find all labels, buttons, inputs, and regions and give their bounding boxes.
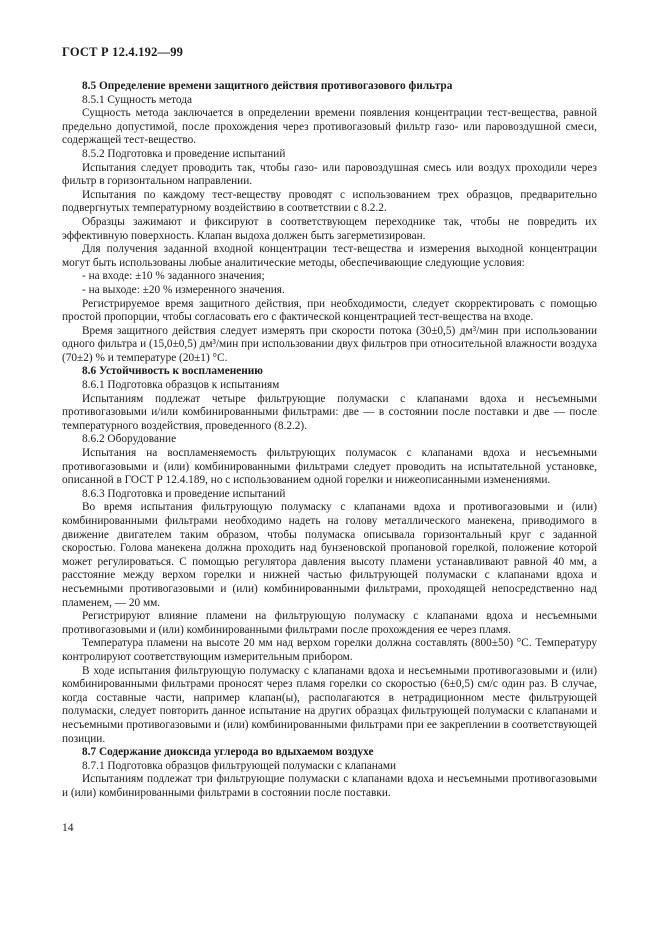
paragraph: Испытания по каждому тест-веществу проводят с использованием трех образцов, предварительно подвергнутых температурному воздействию в соответствии с 8.2.2. bbox=[62, 188, 597, 215]
paragraph: Сущность метода заключается в определении времени появления концентрации тест-вещества, равной предельно допустимой, после прохождения через противогазовый фильтр газо- или паровоздушной смеси, содержащей тест-вещество. bbox=[62, 107, 597, 147]
paragraph: Время защитного действия следует измерять при скорости потока (30±0,5) дм³/мин при использовании одного фильтра и (15,0±0,5) дм³/мин при использовании двух фильтров при относительной влажности воздуха (70±2) % и температуре (20±1) °С. bbox=[62, 324, 597, 364]
paragraph: Испытаниям подлежат три фильтрующие полумаски с клапанами вдоха и несъемными противогазовыми и (или) комбинированными фильтрами в состоянии после поставки. bbox=[62, 773, 597, 799]
paragraph: Образцы зажимают и фиксируют в соответствующем переходнике так, чтобы не повредить их эффективную поверхность. Клапан выдоха должен быть загерметизирован. bbox=[62, 215, 597, 242]
paragraph: Для получения заданной входной концентрации тест-вещества и измерения выходной концентрации могут быть использованы любые аналитические методы, обеспечивающие следующие условия: bbox=[62, 243, 597, 269]
subsection-heading-8-6-3: 8.6.3 Подготовка и проведение испытаний bbox=[82, 487, 286, 500]
section-heading-8-7: 8.7 Содержание диоксида углерода во вдыхаемом воздухе bbox=[82, 746, 374, 759]
subsection-heading-8-6-1: 8.6.1 Подготовка образцов к испытаниям bbox=[82, 379, 280, 392]
paragraph: В ходе испытания фильтрующую полумаску с клапанами вдоха и несъемными противогазовыми и (или) комбинированными фильтрами проносят через пламя горелки со скоростью (6±0,5) см/с один раз. В случае, когда составные части, например клапан(ы), располагаются в нетрадиционном месте фильтрующей полумаски, следует повторить данное испытание на других образцах фильтрующей полумаски с клапанами и несъемными противогазовыми и (или) комбинированными фильтрами при ее закреплении в соответствующей позиции. bbox=[62, 664, 597, 745]
paragraph: Во время испытания фильтрующую полумаску с клапанами вдоха и противогазовыми и (или) комбинированными фильтрами необходимо надеть на голову металлического манекена, приводимого в движение двигателем таким образом, чтобы полумаска описывала горизонтальный круг с заданной скоростью. Голова манекена должна проходить над бунзеновской пропановой горелкой, положение которой может регулироваться. С помощью регулятора давления высоту пламени устанавливают равной 40 мм, а расстояние между верхом горелки и нижней частью фильтрующей полумаски с клапанами вдоха и несъемными противогазовыми и (или) комбинированными фильтрами, проходящей непосредственно над пламенем, — 20 мм. bbox=[62, 501, 597, 609]
subsection-heading-8-6-2: 8.6.2 Оборудование bbox=[82, 433, 177, 446]
subsection-heading-8-5-2: 8.5.2 Подготовка и проведение испытаний bbox=[82, 147, 286, 160]
paragraph: Температура пламени на высоте 20 мм над верхом горелки должна составлять (800±50) °С. Температуру контролируют соответствующим измерительным прибором. bbox=[62, 637, 597, 663]
paragraph: Испытания следует проводить так, чтобы газо- или паровоздушная смесь или воздух проходили через фильтр в горизонтальном направлении. bbox=[62, 161, 597, 188]
section-heading-8-5: 8.5 Определение времени защитного действия противогазового фильтра bbox=[82, 80, 453, 92]
document-header: ГОСТ Р 12.4.192—99 bbox=[62, 45, 184, 59]
section-heading-8-6: 8.6 Устойчивость к воспламенению bbox=[82, 365, 263, 378]
paragraph: Регистрируемое время защитного действия, при необходимости, следует скорректировать с помощью простой пропорции, чтобы согласовать его с фактической концентрацией тест-вещества на входе. bbox=[62, 297, 597, 324]
paragraph: Испытаниям подлежат четыре фильтрующие полумаски с клапанами вдоха и несъемными противогазовыми и/или комбинированными фильтрами: две — в состоянии после поставки и две — после температурного воздействия, проведенного (8.2.2). bbox=[62, 392, 597, 432]
paragraph: Регистрируют влияние пламени на фильтрующую полумаску с клапанами вдоха и несъемными противогазовыми и (или) комбинированными фильтрами после прохождения ее через пламя. bbox=[62, 610, 597, 636]
paragraph: Испытания на воспламеняемость фильтрующих полумасок с клапанами вдоха и несъемными противогазовыми и (или) комбинированными фильтрами следует проводить на испытательной установке, описанной в ГОСТ Р 12.4.189, но с использованием одной горелки и нижеописанными изменениями. bbox=[62, 447, 597, 487]
list-item: - на входе: ±10 % заданного значения; bbox=[82, 270, 265, 283]
subsection-heading-8-7-1: 8.7.1 Подготовка образцов фильтрующей полумаски с клапанами bbox=[82, 759, 397, 772]
document-body bbox=[62, 80, 597, 800]
list-item: - на выходе: ±20 % измеренного значения. bbox=[82, 283, 285, 296]
subsection-heading-8-5-1: 8.5.1 Сущность метода bbox=[82, 93, 192, 106]
page-number: 14 bbox=[62, 822, 74, 834]
